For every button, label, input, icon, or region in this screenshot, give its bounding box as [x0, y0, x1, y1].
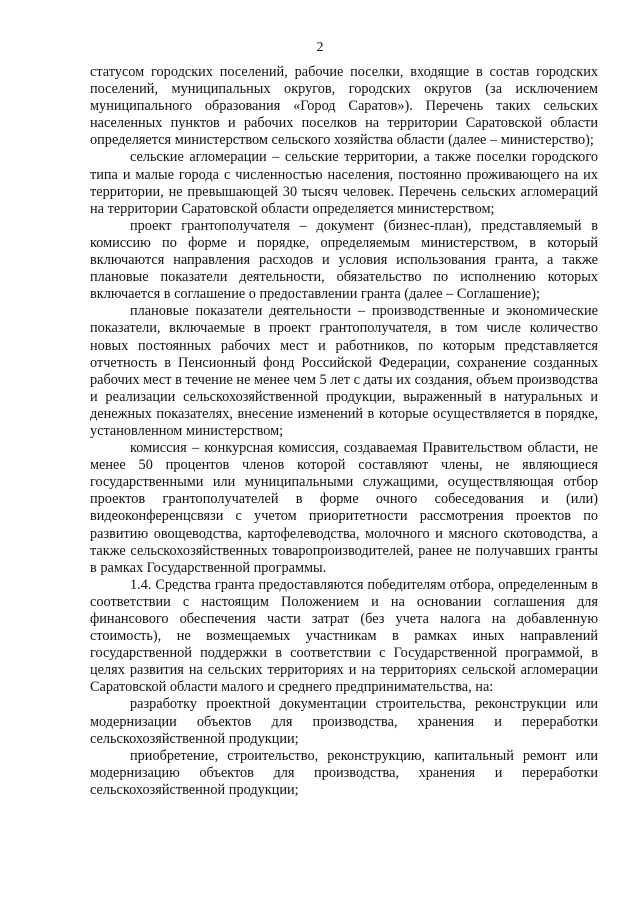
paragraph-commission: комиссия – конкурсная комиссия, создаваемая Правительством области, не менее 50 процентов членов которой составляют члены, не являющиеся государственными или муниципальными служащими, осуществляющая отбор проектов грантополучателей в форме очного собеседования и (или) видеоконференцсвязи с учетом приоритетности рассмотрения проектов по развитию овощеводства, картофелеводства, молочного и мясного скотоводства, а также сельскохозяйственных товаропроизводителей, ранее не получавших гранты в рамках Государственной программы.	[90, 440, 598, 576]
page-number: 2	[316, 40, 324, 55]
paragraph-settlements-continuation: статусом городских поселений, рабочие поселки, входящие в состав городских поселений, муниципальных округов, городских округов (за исключением муниципального образования «Город Саратов»). Перечень таких сельских населенных пунктов и рабочих поселков на территории Саратовской области определяется министерством сельского хозяйства области (далее – министерство);	[90, 64, 598, 149]
paragraph-grantee-project: проект грантополучателя – документ (бизнес-план), представляемый в комиссию по форме и порядке, определяемым министерством, в который включаются направления расходов и условия использования гранта, а также плановые показатели деятельности, обязательство по исполнению которых включается в соглашение о предоставлении гранта (далее – Соглашение);	[90, 217, 598, 303]
paragraph-section-1-4: 1.4. Средства гранта предоставляются победителям отбора, определенным в соответствии с настоящим Положением и на основании соглашения для финансового обеспечения части затрат (без учета налога на добавленную стоимость), не возмещаемых участникам в рамках иных направлений государственной поддержки в соответствии с Государственной программой, в целях развития на сельских территориях и на территориях сельской агломерации Саратовской области малого и среднего предпринимательства, на:	[90, 576, 598, 696]
paragraph-design-documentation: разработку проектной документации строительства, реконструкции или модернизации объектов для производства, хранения и переработки сельскохозяйственной продукции;	[90, 696, 598, 747]
document-body	[90, 64, 598, 799]
paragraph-rural-agglomerations: сельские агломерации – сельские территории, а также поселки городского типа и малые города с численностью населения, постоянно проживающего на их территории, не превышающей 30 тысяч человек. Перечень сельских агломераций на территории Саратовской области определяется министерством;	[90, 149, 598, 217]
paragraph-planned-indicators: плановые показатели деятельности – производственные и экономические показатели, включаемые в проект грантополучателя, в том числе количество новых постоянных рабочих мест и работников, по которым представляется отчетность в Пенсионный фонд Российской Федерации, сохранение созданных рабочих мест в течение не менее чем 5 лет с даты их создания, объем производства и реализации сельскохозяйственной продукции, выраженный в натуральных и денежных показателях, внесение изменений в которые осуществляется в порядке, установленном министерством;	[90, 303, 598, 439]
paragraph-acquisition-construction: приобретение, строительство, реконструкцию, капитальный ремонт или модернизацию объектов для производства, хранения и переработки сельскохозяйственной продукции;	[90, 747, 598, 798]
